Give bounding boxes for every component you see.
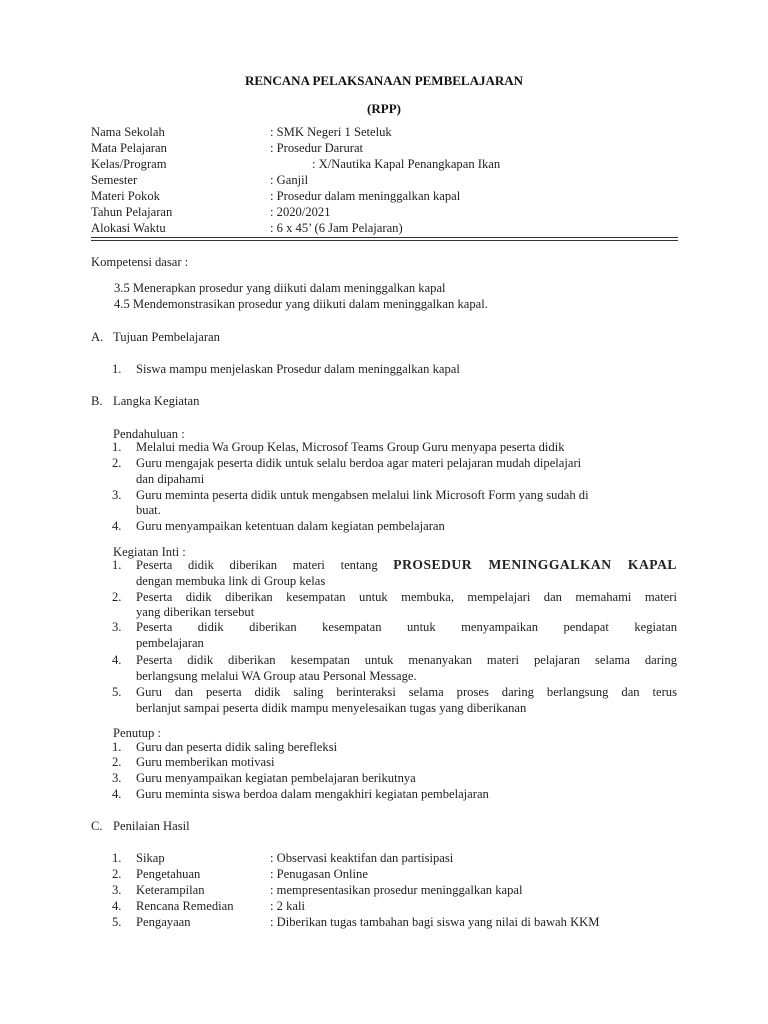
list-number: 5. [112,915,122,929]
list-number: 3. [112,620,122,634]
info-label: Tahun Pelajaran [91,205,173,219]
list-item-cont: buat. [136,503,161,517]
list-number: 3. [112,488,122,502]
list-item-cont: pembelajaran [136,636,204,650]
assessment-label: Pengetahuan [136,867,201,881]
list-number: 2. [112,755,122,769]
assessment-label: Pengayaan [136,915,191,929]
list-number: 1. [112,362,122,376]
info-label: Alokasi Waktu [91,221,166,235]
info-value: : Prosedur dalam meninggalkan kapal [270,189,461,203]
list-number: 5. [112,685,122,699]
list-number: 1. [112,740,122,754]
list-item: Guru menyampaikan kegiatan pembelajaran berikutnya [136,771,416,785]
assessment-label: Rencana Remedian [136,899,234,913]
list-item: Melalui media Wa Group Kelas, Microsof Teams Group Guru menyapa peserta didik [136,440,565,454]
info-value: : Ganjil [270,173,309,187]
info-label: Semester [91,173,138,187]
assessment-label: Keterampilan [136,883,205,897]
divider-rule [91,240,678,241]
info-value: : 2020/2021 [270,205,331,219]
info-value: : X/Nautika Kapal Penangkapan Ikan [312,157,501,171]
subsection-heading: Penutup : [113,726,161,740]
list-item-cont: yang diberikan tersebut [136,605,255,619]
section-letter: C. [91,819,103,833]
document-subtitle: (RPP) [367,101,401,116]
list-number: 4. [112,653,122,667]
kompetensi-item: 4.5 Mendemonstrasikan prosedur yang diikuti dalam meninggalkan kapal. [114,297,488,311]
list-item: Guru menyampaikan ketentuan dalam kegiatan pembelajaran [136,519,445,533]
list-item: Siswa mampu menjelaskan Prosedur dalam meninggalkan kapal [136,362,460,376]
info-value: : 6 x 45’ (6 Jam Pelajaran) [270,221,403,235]
assessment-value: : mempresentasikan prosedur meninggalkan kapal [270,883,523,897]
emphasis-text: PROSEDUR MENINGGALKAN KAPAL [393,557,677,572]
list-item: Peserta didik diberikan kesempatan untuk membuka, mempelajari dan memahami materi [136,590,677,604]
list-number: 3. [112,883,122,897]
info-label: Materi Pokok [91,189,160,203]
divider-rule [91,237,678,238]
list-item: Peserta didik diberikan kesempatan untuk menyampaikan pendapat kegiatan [136,620,677,634]
section-letter: B. [91,394,103,408]
kompetensi-heading: Kompetensi dasar : [91,255,189,269]
list-number: 2. [112,456,122,470]
assessment-value: : Diberikan tugas tambahan bagi siswa yang nilai di bawah KKM [270,915,600,929]
section-title: Langka Kegiatan [113,394,200,408]
assessment-value: : Observasi keaktifan dan partisipasi [270,851,454,865]
info-label: Nama Sekolah [91,125,165,139]
list-number: 4. [112,787,122,801]
list-item: Guru dan peserta didik saling berinteraksi selama proses daring berlangsung dan terus [136,685,677,699]
list-item: Peserta didik diberikan kesempatan untuk menanyakan materi pelajaran selama daring [136,653,677,667]
list-number: 1. [112,558,122,572]
info-value: : SMK Negeri 1 Seteluk [270,125,392,139]
list-item-cont: dan dipahami [136,472,205,486]
list-number: 2. [112,590,122,604]
list-item [136,557,677,573]
assessment-value: : 2 kali [270,899,305,913]
list-number: 1. [112,440,122,454]
list-item-cont: dengan membuka link di Group kelas [136,574,326,588]
section-letter: A. [91,330,104,344]
info-label: Mata Pelajaran [91,141,167,155]
list-item: Guru mengajak peserta didik untuk selalu berdoa agar materi pelajaran mudah dipelajari [136,456,582,470]
list-number: 4. [112,899,122,913]
subsection-heading: Kegiatan Inti : [113,545,186,559]
info-value: : Prosedur Darurat [270,141,364,155]
list-number: 1. [112,851,122,865]
kompetensi-item: 3.5 Menerapkan prosedur yang diikuti dalam meninggalkan kapal [114,281,446,295]
list-item: Guru memberikan motivasi [136,755,275,769]
list-item: Guru meminta siswa berdoa dalam mengakhiri kegiatan pembelajaran [136,787,489,801]
list-item-text: Peserta didik diberikan materi tentang [136,558,378,572]
list-item-cont: berlangsung melalui WA Group atau Personal Message. [136,669,417,683]
section-title: Tujuan Pembelajaran [113,330,220,344]
list-item-cont: berlanjut sampai peserta didik mampu menyelesaikan tugas yang diberikanan [136,701,527,715]
assessment-value: : Penugasan Online [270,867,368,881]
list-number: 3. [112,771,122,785]
subsection-heading: Pendahuluan : [113,427,185,441]
list-number: 2. [112,867,122,881]
list-item: Guru meminta peserta didik untuk mengabsen melalui link Microsoft Form yang sudah di [136,488,589,502]
list-item: Guru dan peserta didik saling berefleksi [136,740,338,754]
document-title: RENCANA PELAKSANAAN PEMBELAJARAN [244,73,524,88]
assessment-label: Sikap [136,851,165,865]
list-number: 4. [112,519,122,533]
section-title: Penilaian Hasil [113,819,190,833]
info-label: Kelas/Program [91,157,167,171]
